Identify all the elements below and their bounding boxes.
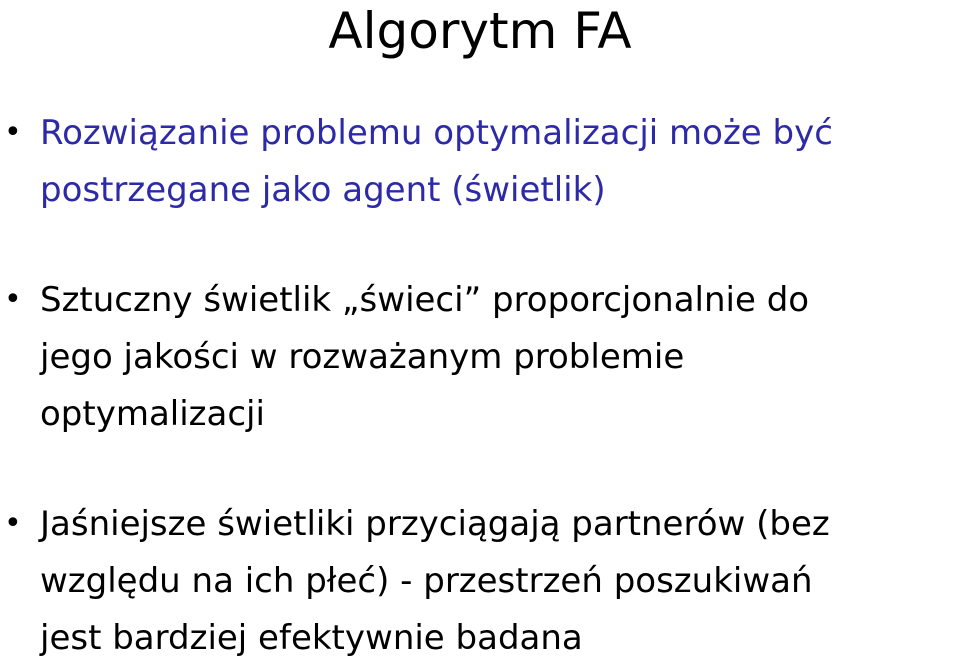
bullet-line: jego jakości w rozważanym problemie [40,337,685,377]
slide-title: Algorytm FA [328,2,632,60]
bullet-text [40,496,955,667]
bullet-text [40,272,955,443]
bullet-line: Rozwiązanie problemu optymalizacji może być [40,113,833,153]
bullet-dot-icon: • [4,282,22,317]
bullet-line: względu na ich płeć) - przestrzeń poszukiwań [40,561,813,601]
bullet-line: jest bardziej efektywnie badana [40,618,583,658]
bullet-line: optymalizacji [40,394,265,434]
bullet-dot-icon: • [4,115,22,150]
bullet-line: postrzegane jako agent (świetlik) [40,170,606,210]
bullet-line: Sztuczny świetlik „świeci” proporcjonalnie do [40,280,810,320]
bullet-line: Jaśniejsze świetliki przyciągają partnerów (bez [40,504,830,544]
bullet-dot-icon: • [4,506,22,541]
bullet-text [40,105,955,219]
